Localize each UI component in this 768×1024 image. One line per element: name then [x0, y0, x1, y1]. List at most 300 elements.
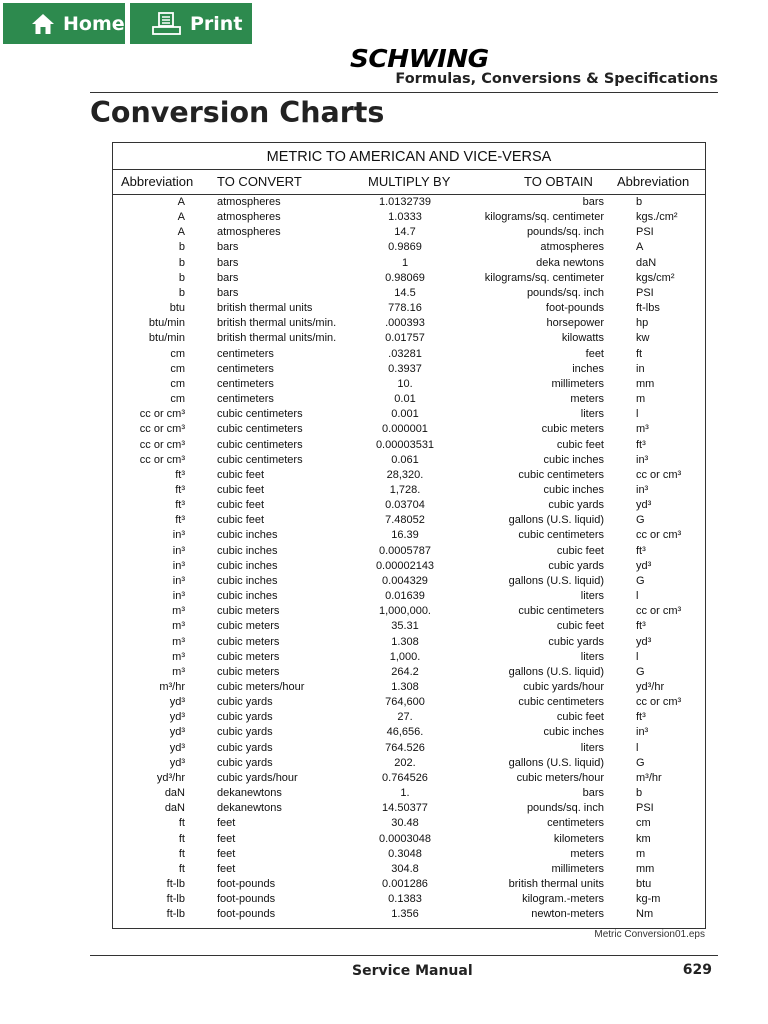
row-multiply-by: 0.9869 — [388, 241, 422, 254]
row-abbreviation-result: Nm — [636, 908, 654, 921]
row-abbreviation-result: m³/hr — [636, 771, 662, 784]
table-row — [113, 195, 705, 210]
table-row — [113, 498, 705, 513]
row-to-convert: cubic meters — [217, 665, 280, 678]
row-multiply-by: 0.98069 — [385, 271, 425, 284]
row-to-obtain: cubic feet — [556, 438, 604, 451]
row-multiply-by: 0.00002143 — [375, 559, 435, 572]
row-abbreviation: cm — [170, 347, 185, 360]
row-abbreviation-result: PSI — [636, 286, 654, 299]
row-abbreviation-result: cc or cm³ — [636, 696, 682, 709]
table-row — [113, 453, 705, 468]
row-to-convert: cubic inches — [217, 544, 278, 557]
row-to-obtain: millimeters — [551, 377, 604, 390]
row-abbreviation: ft-lb — [166, 893, 185, 906]
table-row — [113, 559, 705, 574]
row-to-obtain: centimeters — [547, 817, 604, 830]
row-to-convert: dekanewtons — [217, 802, 282, 815]
row-multiply-by: 0.00003531 — [375, 438, 435, 451]
row-abbreviation: ft — [178, 847, 185, 860]
row-abbreviation-result: btu — [636, 878, 652, 891]
row-abbreviation: yd³ — [169, 696, 185, 709]
row-abbreviation-result: G — [636, 665, 645, 678]
row-multiply-by: 10. — [397, 377, 413, 390]
row-to-obtain: atmospheres — [540, 241, 604, 254]
row-to-obtain: kilograms/sq. centimeter — [484, 271, 604, 284]
table-body — [113, 195, 705, 923]
table-row — [113, 756, 705, 771]
row-multiply-by: 0.3048 — [388, 847, 422, 860]
page-number: 629 — [682, 962, 712, 978]
row-multiply-by: 764.526 — [385, 741, 425, 754]
row-abbreviation-result: m³ — [636, 423, 649, 436]
row-to-convert: feet — [217, 847, 236, 860]
table-row — [113, 589, 705, 604]
row-to-obtain: cubic centimeters — [518, 696, 604, 709]
row-to-convert: atmospheres — [217, 196, 281, 208]
row-multiply-by: 14.5 — [394, 286, 416, 299]
table-row — [113, 680, 705, 695]
row-multiply-by: 0.000001 — [382, 423, 428, 436]
row-to-obtain: pounds/sq. inch — [526, 802, 604, 815]
row-multiply-by: 0.01757 — [385, 332, 425, 345]
row-to-convert: centimeters — [217, 377, 274, 390]
row-multiply-by: 27. — [397, 711, 413, 724]
table-title: METRIC TO AMERICAN AND VICE-VERSA — [113, 143, 705, 170]
row-to-obtain: gallons (U.S. liquid) — [508, 665, 604, 678]
table-row — [113, 225, 705, 240]
row-to-convert: atmospheres — [217, 226, 281, 239]
row-abbreviation-result: in³ — [636, 483, 649, 496]
row-to-obtain: kilometers — [553, 832, 604, 845]
row-to-convert: british thermal units/min. — [217, 317, 337, 330]
conversion-table — [112, 142, 706, 929]
table-row — [113, 331, 705, 346]
row-abbreviation: ft³ — [175, 514, 185, 527]
row-abbreviation: in³ — [172, 574, 185, 587]
row-abbreviation: cm — [170, 393, 185, 406]
row-to-convert: cubic centimeters — [217, 438, 303, 451]
row-to-convert: feet — [217, 832, 236, 845]
table-row — [113, 256, 705, 271]
table-row — [113, 650, 705, 665]
row-to-obtain: cubic inches — [543, 726, 604, 739]
section-subtitle: Formulas, Conversions & Specifications — [395, 71, 718, 87]
row-to-convert: british thermal units/min. — [217, 332, 337, 345]
row-multiply-by: 1.0132739 — [379, 196, 431, 208]
print-button-label: Print — [190, 12, 243, 35]
table-row — [113, 862, 705, 877]
row-to-convert: cubic meters — [217, 620, 280, 633]
schwing-logo: SCHWING — [350, 44, 489, 73]
row-to-convert: cubic yards/hour — [217, 771, 298, 784]
row-to-convert: cubic yards — [217, 711, 273, 724]
row-abbreviation: A — [177, 211, 185, 224]
row-multiply-by: 202. — [394, 756, 416, 769]
row-abbreviation-result: yd³ — [636, 559, 652, 572]
row-to-obtain: meters — [570, 847, 604, 860]
row-multiply-by: 0.01639 — [385, 590, 425, 603]
row-multiply-by: 1.308 — [391, 681, 419, 693]
row-to-convert: cubic meters/hour — [217, 681, 305, 693]
row-to-convert: atmospheres — [217, 211, 281, 224]
row-abbreviation-result: daN — [636, 256, 657, 269]
row-abbreviation-result: ft — [636, 347, 643, 360]
table-row — [113, 316, 705, 331]
row-to-convert: cubic meters — [217, 605, 280, 618]
row-to-convert: feet — [217, 817, 236, 830]
row-multiply-by: 35.31 — [391, 620, 419, 633]
row-to-convert: bars — [217, 241, 239, 254]
row-abbreviation-result: m — [636, 847, 646, 860]
header-multiply-by: MULTIPLY BY — [368, 174, 451, 189]
row-multiply-by: 0.01 — [394, 393, 416, 406]
table-row — [113, 710, 705, 725]
table-row — [113, 877, 705, 892]
row-to-obtain: liters — [580, 650, 604, 663]
row-to-obtain: pounds/sq. inch — [526, 286, 604, 299]
row-abbreviation: in³ — [172, 544, 185, 557]
row-abbreviation: cc or cm³ — [139, 453, 185, 466]
row-abbreviation: b — [178, 256, 185, 269]
row-abbreviation-result: PSI — [636, 226, 654, 239]
row-abbreviation: b — [178, 241, 185, 254]
table-row — [113, 286, 705, 301]
row-abbreviation: ft — [178, 817, 185, 830]
row-multiply-by: 0.0005787 — [379, 544, 431, 557]
row-to-convert: cubic inches — [217, 574, 278, 587]
row-multiply-by: 1. — [400, 787, 410, 800]
row-to-obtain: cubic yards — [548, 635, 604, 648]
table-row — [113, 832, 705, 847]
row-abbreviation-result: PSI — [636, 802, 654, 815]
row-abbreviation: yd³ — [169, 726, 185, 739]
table-row — [113, 422, 705, 437]
row-abbreviation: yd³ — [169, 711, 185, 724]
row-abbreviation-result: b — [636, 196, 643, 208]
row-to-convert: foot-pounds — [217, 908, 276, 921]
table-row — [113, 513, 705, 528]
row-to-obtain: foot-pounds — [545, 302, 604, 315]
row-to-obtain: cubic feet — [556, 544, 604, 557]
row-to-convert: foot-pounds — [217, 893, 276, 906]
row-to-obtain: cubic feet — [556, 620, 604, 633]
table-row — [113, 271, 705, 286]
row-multiply-by: 264.2 — [391, 665, 419, 678]
row-abbreviation: m³ — [172, 650, 185, 663]
row-to-obtain: deka newtons — [536, 256, 604, 269]
row-to-convert: cubic feet — [217, 483, 265, 496]
row-to-convert: cubic feet — [217, 514, 265, 527]
row-to-obtain: bars — [582, 196, 604, 208]
row-to-convert: cubic yards — [217, 741, 273, 754]
row-abbreviation-result: in — [636, 362, 645, 375]
row-to-obtain: cubic inches — [543, 453, 604, 466]
row-multiply-by: 0.0003048 — [379, 832, 431, 845]
row-to-convert: cubic inches — [217, 559, 278, 572]
row-multiply-by: 16.39 — [391, 529, 419, 542]
table-row — [113, 725, 705, 740]
table-row — [113, 347, 705, 362]
row-multiply-by: 14.50377 — [382, 802, 428, 815]
table-row — [113, 362, 705, 377]
row-abbreviation-result: G — [636, 756, 645, 769]
row-multiply-by: 46,656. — [386, 726, 424, 739]
header-abbreviation: Abbreviation — [121, 174, 194, 189]
home-button[interactable] — [3, 3, 125, 44]
home-button-label: Home — [63, 12, 125, 35]
table-row — [113, 635, 705, 650]
row-to-obtain: cubic centimeters — [518, 468, 604, 481]
row-abbreviation-result: cc or cm³ — [636, 605, 682, 618]
row-abbreviation-result: mm — [636, 862, 655, 875]
table-row — [113, 301, 705, 316]
row-to-obtain: gallons (U.S. liquid) — [508, 514, 604, 527]
table-row — [113, 392, 705, 407]
row-multiply-by: 28,320. — [386, 468, 424, 481]
row-abbreviation-result: m — [636, 393, 646, 406]
row-abbreviation: ft-lb — [166, 908, 185, 921]
table-row — [113, 695, 705, 710]
header-to-convert: TO CONVERT — [217, 174, 302, 189]
row-to-obtain: cubic centimeters — [518, 605, 604, 618]
row-multiply-by: 304.8 — [391, 862, 419, 875]
row-abbreviation: b — [178, 271, 185, 284]
row-to-obtain: cubic meters/hour — [516, 771, 604, 784]
row-multiply-by: 1,000. — [389, 650, 421, 663]
row-to-obtain: cubic feet — [556, 711, 604, 724]
row-multiply-by: 0.764526 — [382, 771, 428, 784]
row-abbreviation: m³ — [172, 605, 185, 618]
row-abbreviation: cm — [170, 362, 185, 375]
row-abbreviation-result: yd³/hr — [636, 681, 665, 693]
row-to-obtain: newton-meters — [531, 908, 604, 921]
home-icon — [31, 13, 55, 35]
row-multiply-by: 0.1383 — [388, 893, 422, 906]
row-to-obtain: kilogram.-meters — [522, 893, 604, 906]
row-to-obtain: bars — [582, 787, 604, 800]
row-abbreviation: daN — [164, 802, 185, 815]
table-row — [113, 468, 705, 483]
row-abbreviation-result: kgs/cm² — [636, 271, 675, 284]
row-to-obtain: kilograms/sq. centimeter — [484, 211, 604, 224]
table-row — [113, 741, 705, 756]
row-abbreviation: yd³/hr — [156, 771, 185, 784]
table-row — [113, 438, 705, 453]
row-abbreviation: A — [177, 196, 185, 208]
row-multiply-by: 14.7 — [394, 226, 416, 239]
row-to-convert: cubic feet — [217, 499, 265, 512]
row-to-obtain: british thermal units — [508, 878, 604, 891]
table-row — [113, 377, 705, 392]
row-multiply-by: 1.0333 — [388, 211, 422, 224]
row-abbreviation: ft³ — [175, 483, 185, 496]
row-multiply-by: 0.061 — [391, 453, 419, 466]
table-row — [113, 771, 705, 786]
row-to-convert: cubic meters — [217, 650, 280, 663]
row-abbreviation: b — [178, 286, 185, 299]
table-row — [113, 407, 705, 422]
row-abbreviation-result: cm — [636, 817, 651, 830]
row-abbreviation: ft — [178, 832, 185, 845]
row-abbreviation: m³ — [172, 635, 185, 648]
header-divider — [90, 92, 718, 93]
row-to-convert: dekanewtons — [217, 787, 282, 800]
row-abbreviation: m³ — [172, 665, 185, 678]
header-to-obtain: TO OBTAIN — [524, 174, 593, 189]
table-row — [113, 665, 705, 680]
row-to-convert: cubic centimeters — [217, 408, 303, 421]
row-abbreviation-result: yd³ — [636, 635, 652, 648]
row-multiply-by: 1.356 — [391, 908, 419, 921]
row-abbreviation: btu/min — [148, 332, 185, 345]
row-to-obtain: kilowatts — [561, 332, 604, 345]
header-abbreviation-result: Abbreviation — [617, 174, 690, 189]
row-abbreviation-result: G — [636, 574, 645, 587]
row-to-convert: cubic centimeters — [217, 423, 303, 436]
row-to-convert: cubic yards — [217, 726, 273, 739]
row-multiply-by: 764,600 — [385, 696, 425, 709]
row-to-obtain: meters — [570, 393, 604, 406]
row-to-convert: cubic inches — [217, 529, 278, 542]
row-to-obtain: cubic yards — [548, 499, 604, 512]
table-row — [113, 544, 705, 559]
row-to-obtain: horsepower — [546, 317, 604, 330]
row-to-convert: feet — [217, 862, 236, 875]
row-abbreviation-result: kgs./cm² — [636, 211, 678, 224]
row-to-obtain: feet — [585, 347, 604, 360]
row-to-obtain: gallons (U.S. liquid) — [508, 574, 604, 587]
row-abbreviation-result: km — [636, 832, 651, 845]
table-row — [113, 892, 705, 907]
row-abbreviation-result: ft-lbs — [636, 302, 660, 315]
row-abbreviation-result: ft³ — [636, 544, 646, 557]
row-multiply-by: 0.03704 — [385, 499, 425, 512]
row-abbreviation-result: kg-m — [636, 893, 661, 906]
row-abbreviation-result: yd³ — [636, 499, 652, 512]
row-abbreviation-result: in³ — [636, 453, 649, 466]
row-to-convert: bars — [217, 256, 239, 269]
row-to-convert: cubic feet — [217, 468, 265, 481]
table-header-row — [113, 169, 705, 195]
row-abbreviation: m³/hr — [159, 681, 185, 693]
row-abbreviation-result: G — [636, 514, 645, 527]
row-abbreviation: btu — [169, 302, 185, 315]
row-to-convert: cubic yards — [217, 756, 273, 769]
row-to-convert: cubic yards — [217, 696, 273, 709]
row-to-obtain: liters — [580, 590, 604, 603]
row-abbreviation-result: ft³ — [636, 438, 646, 451]
row-abbreviation-result: mm — [636, 377, 655, 390]
row-abbreviation-result: A — [636, 241, 644, 254]
table-row — [113, 483, 705, 498]
row-to-convert: cubic inches — [217, 590, 278, 603]
row-abbreviation-result: ft³ — [636, 620, 646, 633]
print-icon — [152, 12, 182, 36]
row-to-convert: centimeters — [217, 393, 274, 406]
figure-filename: Metric Conversion01.eps — [594, 929, 705, 940]
print-button[interactable] — [130, 3, 252, 44]
row-abbreviation: in³ — [172, 529, 185, 542]
row-multiply-by: 778.16 — [388, 302, 422, 315]
row-to-convert: centimeters — [217, 347, 274, 360]
row-abbreviation: btu/min — [148, 317, 185, 330]
row-to-obtain: gallons (U.S. liquid) — [508, 756, 604, 769]
row-abbreviation: ft³ — [175, 468, 185, 481]
row-multiply-by: .000393 — [385, 317, 425, 330]
table-row — [113, 528, 705, 543]
row-abbreviation: cm — [170, 377, 185, 390]
row-abbreviation-result: b — [636, 787, 643, 800]
row-to-convert: bars — [217, 271, 239, 284]
table-row — [113, 210, 705, 225]
row-abbreviation-result: hp — [636, 317, 649, 330]
row-abbreviation-result: cc or cm³ — [636, 468, 682, 481]
row-abbreviation-result: kw — [636, 332, 650, 345]
table-row — [113, 816, 705, 831]
row-abbreviation: in³ — [172, 590, 185, 603]
row-abbreviation: ft³ — [175, 499, 185, 512]
table-row — [113, 907, 705, 922]
row-multiply-by: 7.48052 — [385, 514, 425, 527]
row-abbreviation: cc or cm³ — [139, 438, 185, 451]
row-to-obtain: liters — [580, 408, 604, 421]
table-row — [113, 574, 705, 589]
row-to-convert: foot-pounds — [217, 878, 276, 891]
footer-divider — [90, 955, 718, 956]
table-row — [113, 604, 705, 619]
row-to-obtain: cubic yards — [548, 559, 604, 572]
row-multiply-by: 0.001286 — [382, 878, 428, 891]
row-multiply-by: 1.308 — [391, 635, 419, 648]
row-abbreviation-result: in³ — [636, 726, 649, 739]
table-row — [113, 240, 705, 255]
table-row — [113, 619, 705, 634]
table-row — [113, 786, 705, 801]
row-abbreviation: ft — [178, 862, 185, 875]
row-abbreviation-result: l — [636, 590, 639, 603]
row-multiply-by: 0.001 — [391, 408, 419, 421]
row-multiply-by: .03281 — [388, 347, 422, 360]
row-to-obtain: inches — [572, 362, 604, 375]
row-abbreviation-result: l — [636, 741, 639, 754]
footer-manual-label: Service Manual — [352, 963, 473, 979]
row-multiply-by: 1,728. — [389, 483, 421, 496]
row-multiply-by: 1 — [401, 256, 409, 269]
row-multiply-by: 0.004329 — [382, 574, 428, 587]
row-abbreviation: in³ — [172, 559, 185, 572]
row-abbreviation-result: l — [636, 408, 639, 421]
row-multiply-by: 0.3937 — [388, 362, 422, 375]
row-to-obtain: cubic yards/hour — [523, 681, 604, 693]
row-to-convert: centimeters — [217, 362, 274, 375]
row-to-convert: cubic meters — [217, 635, 280, 648]
row-abbreviation-result: cc or cm³ — [636, 529, 682, 542]
row-abbreviation: yd³ — [169, 741, 185, 754]
row-to-convert: bars — [217, 286, 239, 299]
table-row — [113, 847, 705, 862]
row-to-obtain: pounds/sq. inch — [526, 226, 604, 239]
page-title: Conversion Charts — [90, 96, 385, 129]
row-abbreviation: cc or cm³ — [139, 408, 185, 421]
table-row — [113, 801, 705, 816]
row-to-obtain: liters — [580, 741, 604, 754]
row-abbreviation: yd³ — [169, 756, 185, 769]
row-abbreviation-result: l — [636, 650, 639, 663]
row-abbreviation-result: ft³ — [636, 711, 646, 724]
row-to-obtain: cubic centimeters — [518, 529, 604, 542]
row-to-convert: british thermal units — [217, 302, 313, 315]
